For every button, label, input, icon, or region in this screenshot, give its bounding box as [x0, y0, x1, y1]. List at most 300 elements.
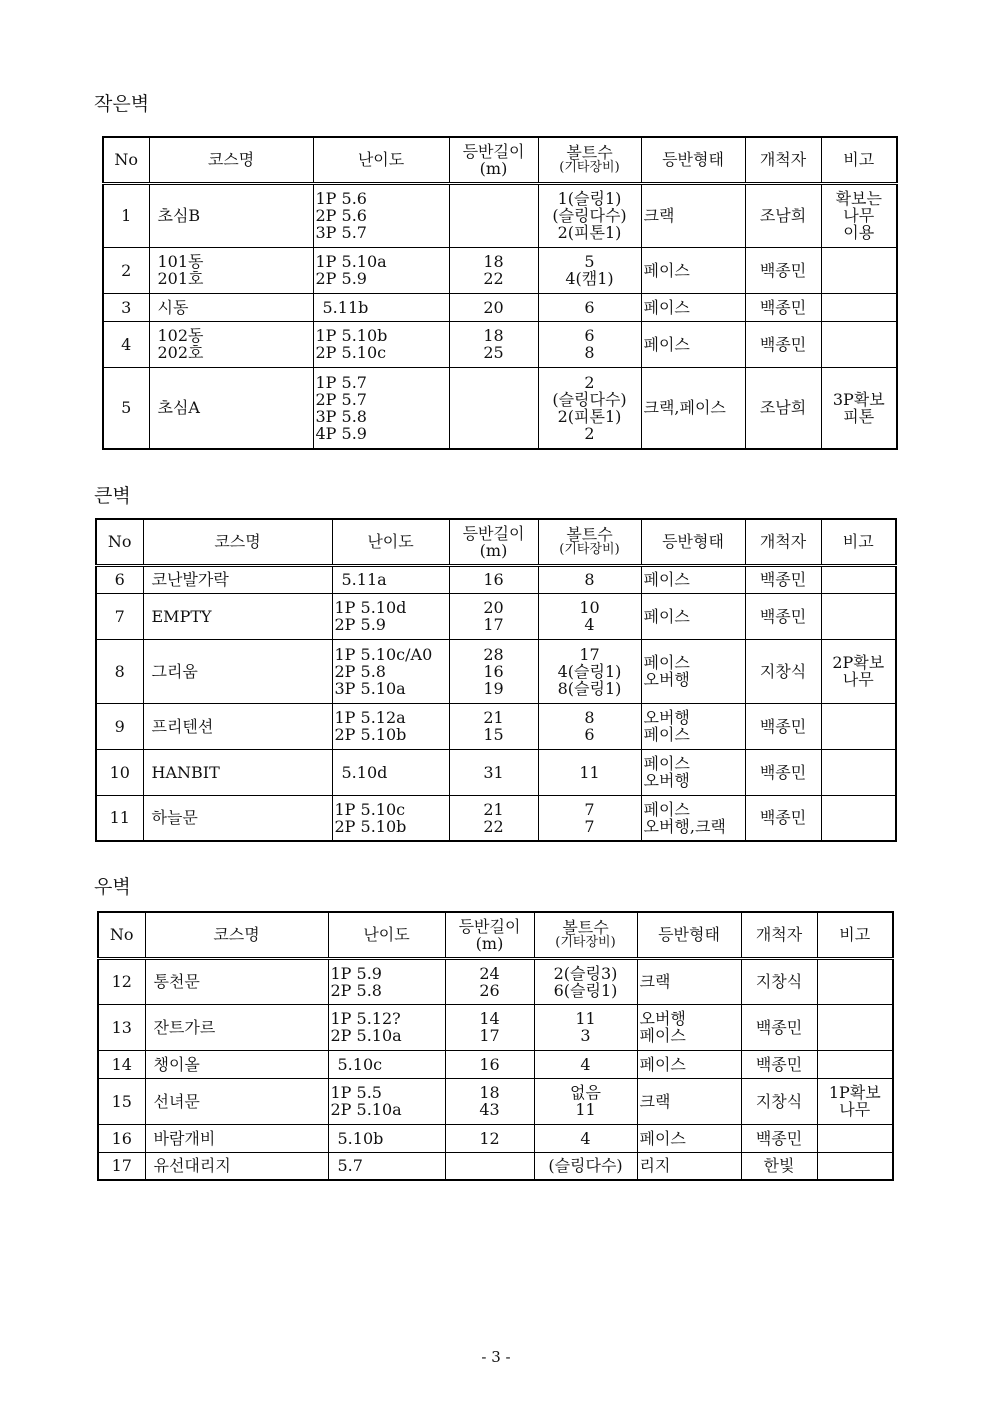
cell-line: 1P 5.7: [315, 372, 367, 392]
cell-line: 초심B: [157, 206, 201, 225]
route-note: [821, 293, 897, 321]
route-table: [95, 518, 897, 842]
route-name: [149, 321, 313, 367]
cell-line: 6: [584, 326, 595, 345]
table-row: [103, 321, 897, 367]
route-setter: 지창식: [741, 1078, 817, 1124]
route-setter: 백종민: [741, 1050, 817, 1078]
route-number: 7: [96, 593, 143, 639]
cell-line: 2: [584, 372, 595, 392]
cell-line: 2P 5.7: [315, 389, 367, 409]
route-setter: 지창식: [741, 958, 817, 1004]
cell-line: 페이스: [643, 725, 690, 744]
route-style: [641, 593, 745, 639]
table-row: [96, 749, 896, 795]
route-note: [821, 795, 896, 841]
cell-line: 12: [479, 1128, 500, 1148]
cell-line: 17: [479, 1026, 500, 1045]
route-grade: [313, 183, 449, 247]
route-bolts: [538, 247, 641, 293]
route-bolts: [538, 183, 641, 247]
cell-line: 1P 5.6: [315, 189, 367, 208]
cell-line: 5.10d: [341, 762, 388, 782]
header-subline: (기타장비): [555, 935, 616, 951]
cell-line: 5.10c: [337, 1054, 383, 1074]
column-header-bolts: [538, 137, 641, 183]
route-note: [817, 1152, 893, 1180]
table-row: [98, 1004, 893, 1050]
cell-line: 14: [479, 1009, 500, 1028]
cell-line: 3P 5.7: [315, 223, 367, 242]
cell-line: 챙이올: [153, 1054, 200, 1074]
route-grade: [328, 1124, 445, 1152]
cell-line: HANBIT: [151, 762, 220, 782]
column-header-note: 비고: [817, 912, 893, 958]
table-row: [103, 293, 897, 321]
route-grade: [328, 1004, 445, 1050]
column-header-note: 비고: [821, 137, 897, 183]
cell-line: 5.7: [337, 1156, 363, 1176]
column-header-length: [449, 137, 538, 183]
cell-line: 크랙: [643, 206, 675, 225]
cell-line: 17: [579, 644, 600, 664]
route-length: [449, 565, 538, 593]
cell-line: 21: [483, 799, 504, 819]
cell-line: 2P 5.9: [315, 269, 367, 288]
cell-line: 1P 5.10a: [315, 252, 387, 271]
cell-line: 18: [483, 252, 504, 271]
cell-line: 4: [584, 615, 595, 634]
route-setter: 백종민: [745, 593, 821, 639]
column-header-name: 코스명: [143, 519, 332, 565]
route-length: [449, 321, 538, 367]
cell-line: 19: [483, 678, 504, 698]
route-name: [143, 593, 332, 639]
cell-line: 1P 5.10d: [334, 598, 407, 617]
cell-line: 2P 5.8: [330, 980, 382, 1000]
cell-line: 리지: [639, 1156, 671, 1176]
cell-line: 잔트가르: [153, 1017, 216, 1037]
cell-line: 1P 5.5: [330, 1083, 382, 1102]
column-header-setter: 개척자: [745, 137, 821, 183]
column-header-setter: 개척자: [745, 519, 821, 565]
cell-line: 8: [584, 570, 595, 589]
cell-line: 페이스: [643, 334, 690, 354]
route-number: 6: [96, 565, 143, 593]
route-number: 11: [96, 795, 143, 841]
table-row: [98, 1050, 893, 1078]
cell-line: 4(캠1): [565, 269, 614, 288]
cell-line: 오버행: [643, 670, 690, 689]
cell-line: 1P 5.10c: [334, 799, 406, 819]
cell-line: 2(피톤1): [557, 223, 622, 242]
route-bolts: [534, 1124, 637, 1152]
header-subline: (기타장비): [559, 542, 620, 558]
route-grade: [332, 703, 449, 749]
cell-line: 8: [584, 343, 595, 362]
cell-line: 10: [579, 598, 600, 617]
cell-line: 6: [584, 725, 595, 744]
cell-line: 2P 5.10a: [330, 1026, 402, 1045]
route-length: [449, 749, 538, 795]
header-line: 볼트수: [566, 143, 613, 163]
cell-line: 5.11b: [322, 297, 369, 317]
cell-line: 없음: [570, 1083, 601, 1102]
cell-line: 11: [579, 762, 600, 782]
route-bolts: [538, 565, 641, 593]
route-style: [641, 367, 745, 449]
route-number: 16: [98, 1124, 145, 1152]
table-row: [103, 367, 897, 449]
route-length: [449, 639, 538, 703]
cell-line: 오버행: [639, 1009, 686, 1028]
cell-line: 28: [483, 644, 504, 664]
route-setter: 백종민: [741, 1124, 817, 1152]
section-title: 우벽: [94, 876, 131, 898]
route-style: [641, 795, 745, 841]
route-length: [445, 1004, 534, 1050]
cell-line: 6: [584, 297, 595, 317]
route-number: 10: [96, 749, 143, 795]
cell-line: 2P확보: [832, 653, 885, 672]
header-line: 등반길이: [462, 523, 525, 543]
route-note: [821, 639, 896, 703]
column-header-grade: 난이도: [328, 912, 445, 958]
route-grade: [328, 1152, 445, 1180]
cell-line: 4: [580, 1128, 591, 1148]
route-number: 17: [98, 1152, 145, 1180]
cell-line: 202호: [157, 343, 204, 362]
cell-line: 페이스: [643, 754, 690, 773]
route-number: 13: [98, 1004, 145, 1050]
cell-line: 7: [584, 816, 595, 836]
cell-line: 18: [483, 326, 504, 345]
route-length: [449, 183, 538, 247]
cell-line: 201호: [157, 269, 204, 288]
cell-line: 페이스: [643, 297, 690, 317]
column-header-length: [445, 912, 534, 958]
header-subline: (기타장비): [559, 160, 620, 176]
route-length: [449, 593, 538, 639]
cell-line: 17: [483, 615, 504, 634]
cell-line: 나무: [843, 206, 875, 225]
cell-line: 유선대리지: [153, 1156, 231, 1176]
cell-line: 31: [483, 762, 504, 782]
route-length: [445, 1078, 534, 1124]
table-row: [98, 1152, 893, 1180]
route-name: [145, 1124, 328, 1152]
cell-line: 11: [575, 1100, 596, 1119]
cell-line: 1P 5.9: [330, 963, 382, 983]
route-setter: 한빛: [741, 1152, 817, 1180]
route-style: [641, 703, 745, 749]
cell-line: (슬링다수): [548, 1156, 623, 1176]
cell-line: 1P 5.12a: [334, 708, 406, 727]
route-name: [143, 565, 332, 593]
cell-line: 오버행: [643, 771, 690, 790]
cell-line: 피톤: [843, 406, 875, 426]
cell-line: 나무: [839, 1100, 871, 1119]
route-length: [445, 1124, 534, 1152]
cell-line: (슬링다수): [552, 206, 627, 225]
cell-line: 16: [479, 1054, 500, 1074]
cell-line: 2(피톤1): [557, 406, 622, 426]
route-style: [641, 293, 745, 321]
column-header-bolts: [538, 519, 641, 565]
cell-line: 101동: [157, 252, 204, 271]
route-note: [821, 749, 896, 795]
cell-line: 그리움: [151, 661, 198, 681]
column-header-no: No: [98, 912, 145, 958]
route-setter: 조남희: [745, 183, 821, 247]
route-length: [449, 293, 538, 321]
cell-line: 선녀문: [153, 1091, 200, 1111]
route-note: [821, 183, 897, 247]
column-header-style: 등반형태: [637, 912, 741, 958]
cell-line: (슬링다수): [552, 389, 627, 409]
route-setter: 지창식: [745, 639, 821, 703]
route-setter: 백종민: [745, 565, 821, 593]
cell-line: 1P 5.10b: [315, 326, 388, 345]
route-name: [149, 247, 313, 293]
route-bolts: [534, 1078, 637, 1124]
route-setter: 조남희: [745, 367, 821, 449]
cell-line: 2P 5.10b: [334, 725, 407, 744]
route-note: [821, 247, 897, 293]
route-setter: 백종민: [745, 321, 821, 367]
cell-line: 24: [479, 963, 500, 983]
route-name: [145, 1050, 328, 1078]
route-length: [445, 1152, 534, 1180]
cell-line: 크랙: [639, 1091, 671, 1111]
cell-line: 11: [575, 1009, 596, 1028]
route-name: [143, 639, 332, 703]
route-style: [637, 1050, 741, 1078]
route-number: 3: [103, 293, 149, 321]
route-number: 4: [103, 321, 149, 367]
route-bolts: [538, 703, 641, 749]
column-header-note: 비고: [821, 519, 896, 565]
route-name: [145, 958, 328, 1004]
route-bolts: [534, 1004, 637, 1050]
route-name: [149, 183, 313, 247]
route-name: [145, 1004, 328, 1050]
route-number: 15: [98, 1078, 145, 1124]
table-row: [96, 703, 896, 749]
route-setter: 백종민: [745, 703, 821, 749]
route-grade: [328, 958, 445, 1004]
header-row: [96, 519, 896, 565]
route-number: 8: [96, 639, 143, 703]
cell-line: 22: [483, 269, 504, 288]
table-row: [96, 593, 896, 639]
route-style: [641, 749, 745, 795]
cell-line: 8(슬링1): [557, 678, 622, 698]
cell-line: 시동: [157, 297, 189, 317]
route-grade: [328, 1078, 445, 1124]
route-name: [149, 293, 313, 321]
cell-line: 43: [479, 1100, 500, 1119]
column-header-name: 코스명: [145, 912, 328, 958]
column-header-bolts: [534, 912, 637, 958]
route-setter: 백종민: [745, 293, 821, 321]
route-length: [449, 247, 538, 293]
section-title: 작은벽: [94, 93, 150, 115]
route-name: [143, 749, 332, 795]
header-row: [103, 137, 897, 183]
cell-line: 20: [483, 598, 504, 617]
page-number: - 3 -: [481, 1348, 511, 1366]
cell-line: 3P 5.8: [315, 406, 367, 426]
route-style: [641, 639, 745, 703]
cell-line: 15: [483, 725, 504, 744]
table-row: [103, 247, 897, 293]
cell-line: 7: [584, 799, 595, 819]
cell-line: 20: [483, 297, 504, 317]
cell-line: 3: [580, 1026, 591, 1045]
cell-line: 16: [483, 570, 504, 589]
column-header-name: 코스명: [149, 137, 313, 183]
route-name: [145, 1078, 328, 1124]
header-subline: (m): [479, 540, 508, 560]
route-note: [821, 565, 896, 593]
cell-line: 5.11a: [341, 570, 387, 589]
cell-line: 2P 5.10b: [334, 816, 407, 836]
route-length: [445, 1050, 534, 1078]
route-bolts: [538, 593, 641, 639]
table-row: [96, 565, 896, 593]
route-table: [102, 136, 898, 450]
cell-line: EMPTY: [151, 606, 212, 626]
cell-line: 3P 5.10a: [334, 678, 406, 698]
route-note: [817, 1124, 893, 1152]
route-note: [821, 367, 897, 449]
route-style: [641, 321, 745, 367]
route-grade: [332, 593, 449, 639]
cell-line: 페이스: [643, 653, 690, 672]
route-name: [149, 367, 313, 449]
route-setter: 백종민: [745, 749, 821, 795]
table-row: [98, 1078, 893, 1124]
cell-line: 페이스: [639, 1054, 686, 1074]
route-style: [641, 565, 745, 593]
route-bolts: [534, 1152, 637, 1180]
cell-line: 1P 5.12?: [330, 1009, 401, 1028]
route-setter: 백종민: [745, 795, 821, 841]
route-bolts: [538, 367, 641, 449]
column-header-grade: 난이도: [313, 137, 449, 183]
route-number: 2: [103, 247, 149, 293]
cell-line: 통천문: [153, 972, 200, 991]
cell-line: 바람개비: [153, 1128, 216, 1148]
route-name: [143, 703, 332, 749]
cell-line: 2P 5.8: [334, 661, 386, 681]
header-line: 볼트수: [562, 918, 609, 938]
table-row: [96, 795, 896, 841]
route-length: [449, 795, 538, 841]
cell-line: 2P 5.10c: [315, 343, 387, 362]
route-name: [143, 795, 332, 841]
route-grade: [313, 367, 449, 449]
route-bolts: [538, 321, 641, 367]
cell-line: 22: [483, 816, 504, 836]
cell-line: 18: [479, 1083, 500, 1102]
header-row: [98, 912, 893, 958]
route-number: 12: [98, 958, 145, 1004]
route-grade: [332, 749, 449, 795]
cell-line: 16: [483, 661, 504, 681]
cell-line: 나무: [842, 670, 874, 689]
route-note: [821, 593, 896, 639]
header-subline: (m): [479, 158, 508, 178]
cell-line: 초심A: [157, 398, 200, 418]
route-grade: [332, 795, 449, 841]
cell-line: 3P확보: [832, 389, 885, 409]
cell-line: 2P 5.6: [315, 206, 367, 225]
cell-line: 페이스: [643, 606, 690, 626]
cell-line: 2P 5.9: [334, 615, 386, 634]
route-grade: [332, 639, 449, 703]
cell-line: 5.10b: [337, 1128, 384, 1148]
route-style: [637, 1004, 741, 1050]
route-setter: 백종민: [741, 1004, 817, 1050]
cell-line: 4(슬링1): [557, 661, 622, 681]
route-name: [145, 1152, 328, 1180]
route-style: [637, 1078, 741, 1124]
cell-line: 페이스: [643, 799, 690, 819]
cell-line: 6(슬링1): [553, 980, 618, 1000]
cell-line: 페이스: [643, 260, 690, 280]
route-grade: [313, 247, 449, 293]
route-length: [449, 703, 538, 749]
table-row: [103, 183, 897, 247]
column-header-style: 등반형태: [641, 519, 745, 565]
cell-line: 5: [584, 252, 595, 271]
cell-line: 코난발가락: [151, 570, 229, 589]
route-table: [97, 911, 894, 1181]
cell-line: 2P 5.10a: [330, 1100, 402, 1119]
cell-line: 21: [483, 708, 504, 727]
cell-line: 페이스: [639, 1128, 686, 1148]
route-length: [445, 958, 534, 1004]
cell-line: 페이스: [643, 570, 690, 589]
cell-line: 페이스: [639, 1026, 686, 1045]
cell-line: 1P 5.10c/A0: [334, 644, 433, 664]
route-bolts: [538, 639, 641, 703]
cell-line: 2: [584, 423, 595, 443]
column-header-no: No: [96, 519, 143, 565]
column-header-length: [449, 519, 538, 565]
cell-line: 8: [584, 708, 595, 727]
route-grade: [313, 321, 449, 367]
column-header-setter: 개척자: [741, 912, 817, 958]
route-number: 14: [98, 1050, 145, 1078]
table-row: [98, 1124, 893, 1152]
cell-line: 1(슬링1): [557, 189, 622, 208]
route-note: [817, 1004, 893, 1050]
cell-line: 오버행: [643, 708, 690, 727]
route-note: [821, 321, 897, 367]
column-header-no: No: [103, 137, 149, 183]
header-subline: (m): [475, 933, 504, 953]
route-number: 9: [96, 703, 143, 749]
route-note: [817, 1050, 893, 1078]
route-grade: [313, 293, 449, 321]
header-line: 볼트수: [566, 525, 613, 545]
cell-line: 크랙: [639, 972, 671, 991]
route-bolts: [538, 795, 641, 841]
cell-line: 확보는: [835, 189, 882, 208]
